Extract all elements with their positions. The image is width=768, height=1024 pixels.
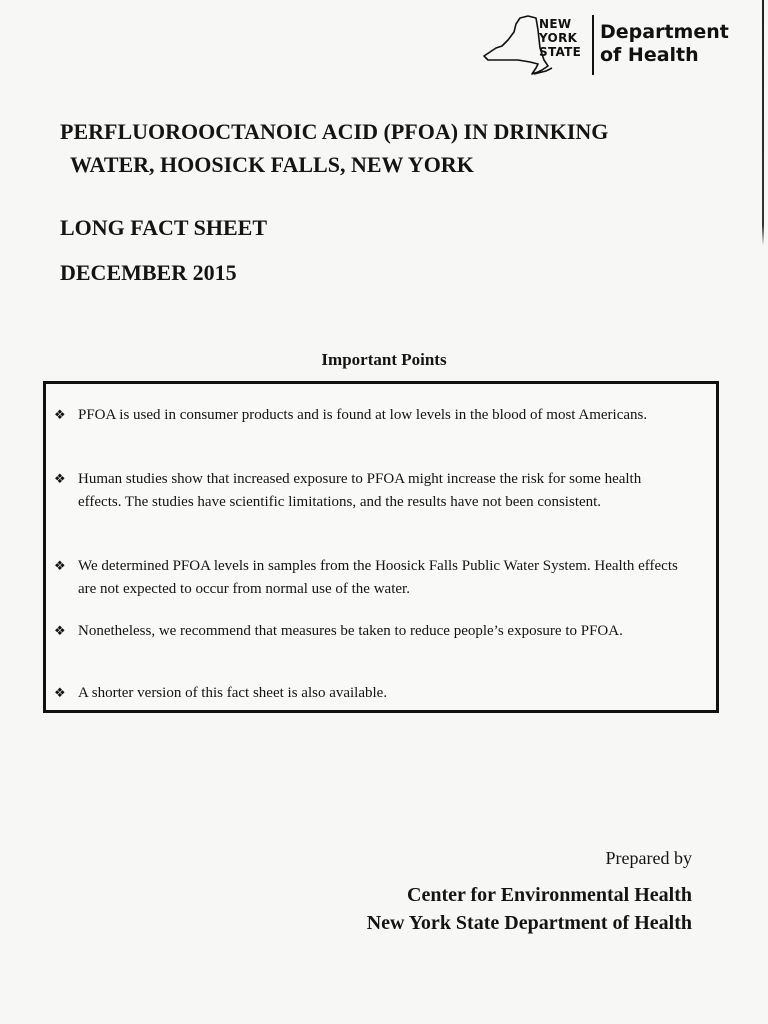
page-edge (762, 0, 764, 1024)
title-line-2: WATER, HOOSICK FALLS, NEW YORK (70, 152, 474, 177)
point-text: We determined PFOA levels in samples from the Hoosick Falls Public Water System. Health effects are not expected to occur from normal use of the water. (78, 558, 678, 597)
title-line-1: PERFLUOROOCTANOIC ACID (PFOA) IN DRINKING (60, 119, 609, 144)
document-title (60, 115, 720, 181)
list-item (46, 682, 686, 705)
point-text: Human studies show that increased exposure to PFOA might increase the risk for some health effects. The studies have scientific limitations, and the results have not been consistent. (78, 471, 642, 510)
logo-word-new: NEW (539, 17, 572, 31)
list-item (46, 468, 686, 514)
diamond-bullet-icon: ❖ (54, 559, 66, 574)
fact-sheet-type: LONG FACT SHEET (60, 215, 268, 240)
logo-divider (592, 15, 594, 75)
point-text: A shorter version of this fact sheet is also available. (78, 685, 388, 701)
logo-of-health: of Health (600, 44, 699, 66)
prepared-by-org-line-2: New York State Department of Health (366, 912, 692, 934)
logo-word-state: STATE (539, 45, 582, 59)
list-item (46, 404, 686, 427)
diamond-bullet-icon: ❖ (54, 624, 66, 639)
diamond-bullet-icon: ❖ (54, 472, 66, 487)
important-points-box (43, 381, 719, 713)
fact-sheet-date: DECEMBER 2015 (60, 260, 237, 285)
point-text: Nonetheless, we recommend that measures be taken to reduce people’s exposure to PFOA. (78, 623, 623, 639)
list-item (46, 555, 686, 601)
point-text: PFOA is used in consumer products and is found at low levels in the blood of most Americans. (78, 407, 648, 423)
logo-department: Department (600, 21, 729, 43)
logo-word-york: YORK (539, 31, 578, 45)
nys-department-of-health-logo (482, 12, 732, 78)
list-item (46, 620, 686, 643)
prepared-by-org-line-1: Center for Environmental Health (407, 884, 692, 906)
prepared-by-label: Prepared by (605, 848, 692, 868)
diamond-bullet-icon: ❖ (54, 686, 66, 701)
important-points-heading: Important Points (321, 350, 447, 369)
diamond-bullet-icon: ❖ (54, 408, 66, 423)
